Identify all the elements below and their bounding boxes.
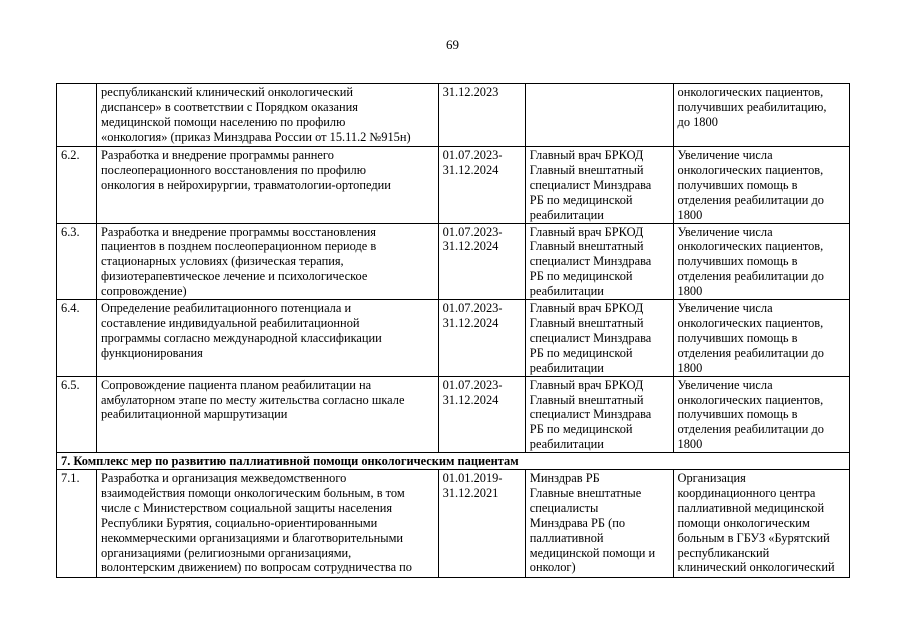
responsible-cell: Главный врач БРКОД Главный внештатный специалист Минздрава РБ по медицинской реабилитации (525, 376, 673, 453)
period-cell: 01.07.2023- 31.12.2024 (438, 376, 525, 453)
row-number: 6.5. (57, 376, 97, 453)
row-number: 6.2. (57, 147, 97, 224)
activity-plan-table (56, 83, 850, 578)
table-row (57, 300, 850, 377)
section-title: 7. Комплекс мер по развитию паллиативной помощи онкологическим пациентам (57, 453, 850, 470)
table-row (57, 470, 850, 578)
table-row (57, 147, 850, 224)
activity-cell: Разработка и внедрение программы восстановления пациентов в позднем послеоперационном периоде в стационарных условиях (физическая терапия, физиотерапевтическое лечение и психологическое сопровождение) (97, 223, 439, 300)
row-number (57, 84, 97, 147)
page-number: 69 (446, 37, 459, 52)
responsible-cell: Главный врач БРКОД Главный внештатный специалист Минздрава РБ по медицинской реабилитации (525, 300, 673, 377)
table-row (57, 223, 850, 300)
responsible-cell: Главный врач БРКОД Главный внештатный специалист Минздрава РБ по медицинской реабилитации (525, 223, 673, 300)
result-cell: Увеличение числа онкологических пациентов, получивших помощь в отделения реабилитации до 1800 (673, 300, 849, 377)
row-number: 6.3. (57, 223, 97, 300)
period-cell: 01.07.2023- 31.12.2024 (438, 147, 525, 224)
table-row (57, 84, 850, 147)
activity-cell: Определение реабилитационного потенциала и составление индивидуальной реабилитационной программы согласно международной классификации функционирования (97, 300, 439, 377)
activity-cell: Разработка и внедрение программы раннего послеоперационного восстановления по профилю онкология в нейрохирургии, травматологии-ортопедии (97, 147, 439, 224)
responsible-cell: Главный врач БРКОД Главный внештатный специалист Минздрава РБ по медицинской реабилитации (525, 147, 673, 224)
result-cell: Увеличение числа онкологических пациентов, получивших помощь в отделения реабилитации до 1800 (673, 223, 849, 300)
activity-cell: Разработка и организация межведомственного взаимодействия помощи онкологическим больным, в том числе с Министерством социальной защиты населения Республики Бурятия, социально-ориентированными некоммерческими организациями и благотворительными организациями (религиозными организациями, волонтерским движением) по вопросам сотрудничества по (97, 470, 439, 578)
period-cell: 01.01.2019- 31.12.2021 (438, 470, 525, 578)
activity-cell: Сопровождение пациента планом реабилитации на амбулаторном этапе по месту жительства согласно шкале реабилитационной маршрутизации (97, 376, 439, 453)
result-cell: Увеличение числа онкологических пациентов, получивших помощь в отделения реабилитации до 1800 (673, 376, 849, 453)
period-cell: 01.07.2023- 31.12.2024 (438, 300, 525, 377)
section-heading-row (57, 453, 850, 470)
table-row (57, 376, 850, 453)
row-number: 7.1. (57, 470, 97, 578)
activity-cell: республиканский клинический онкологический диспансер» в соответствии с Порядком оказания медицинской помощи населению по профилю «онкология» (приказ Минздрава России от 15.11.2 №915н) (97, 84, 439, 147)
result-cell: Организация координационного центра паллиативной медицинской помощи онкологическим больным в ГБУЗ «Бурятский республиканский клинический онкологический (673, 470, 849, 578)
responsible-cell (525, 84, 673, 147)
result-cell: онкологических пациентов, получивших реабилитацию, до 1800 (673, 84, 849, 147)
result-cell: Увеличение числа онкологических пациентов, получивших помощь в отделения реабилитации до 1800 (673, 147, 849, 224)
row-number: 6.4. (57, 300, 97, 377)
period-cell: 01.07.2023- 31.12.2024 (438, 223, 525, 300)
period-cell: 31.12.2023 (438, 84, 525, 147)
responsible-cell: Минздрав РБ Главные внештатные специалисты Минздрава РБ (по паллиативной медицинской помощи и онколог) (525, 470, 673, 578)
